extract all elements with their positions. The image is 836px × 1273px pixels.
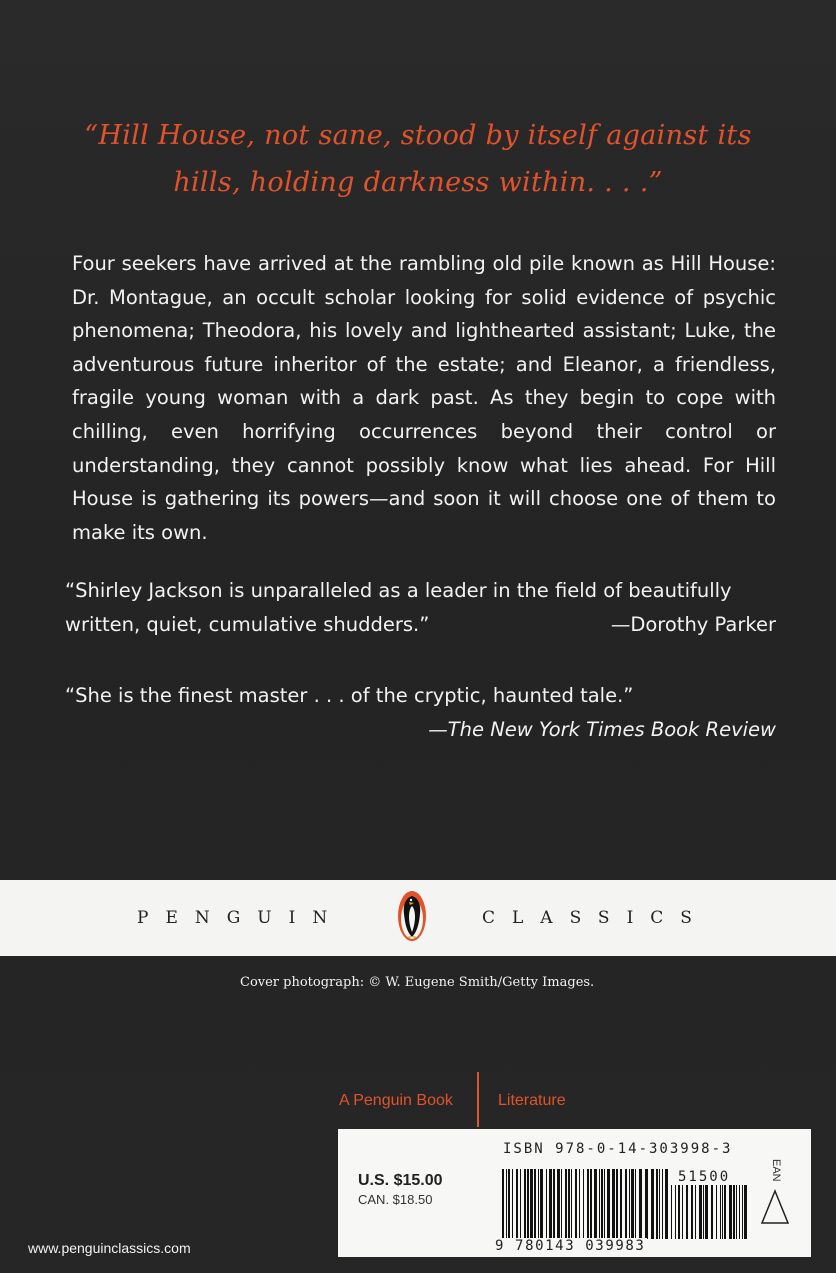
barcode-bar: [645, 1169, 648, 1239]
review-quote-nyt: [65, 679, 776, 746]
barcode-bar: [742, 1185, 743, 1239]
barcode-bar: [671, 1185, 672, 1239]
price-us: U.S. $15.00: [358, 1172, 443, 1189]
barcode-bar: [546, 1169, 547, 1239]
ean-label: EAN: [770, 1159, 782, 1182]
barcode-bar: [534, 1169, 536, 1239]
barcode-bar: [635, 1169, 636, 1239]
barcode-bar: [583, 1169, 584, 1239]
barcode-bar: [604, 1169, 605, 1239]
barcode-bar: [744, 1185, 747, 1239]
barcode-bar: [549, 1169, 552, 1239]
quote-attribution: [65, 713, 776, 747]
band-word-classics: CLASSICS: [482, 908, 709, 928]
band-word-penguin: PENGUIN: [137, 908, 345, 928]
barcode-bar: [705, 1185, 708, 1239]
barcode-bar: [625, 1169, 627, 1239]
barcode-bar: [575, 1169, 577, 1239]
barcode-bar: [720, 1185, 721, 1239]
isbn-number: ISBN 978-0-14-303998-3: [503, 1141, 733, 1157]
barcode-bar: [587, 1169, 589, 1239]
barcode-panel: [338, 1129, 811, 1257]
review-quote-parker: [65, 574, 776, 641]
barcode-bar: [520, 1169, 521, 1239]
quote-text: “Shirley Jackson is unparalleled as a leader in the field of beautifully written, quiet, cumulative shudders.”: [65, 579, 732, 636]
barcode-bar: [553, 1169, 555, 1239]
barcode-bar: [620, 1169, 622, 1239]
website-url: www.penguinclassics.com: [28, 1240, 191, 1256]
barcode-bar: [538, 1169, 539, 1239]
barcode-bar: [561, 1169, 562, 1239]
barcode-bar: [639, 1169, 642, 1239]
barcode-bar: [512, 1169, 513, 1239]
barcode-bar: [590, 1169, 592, 1239]
barcode-bar: [739, 1185, 740, 1239]
quote-attribution: —Dorothy Parker: [610, 612, 776, 636]
barcode-bar: [502, 1169, 504, 1239]
barcode-bar: [565, 1169, 567, 1239]
barcode-bar: [733, 1185, 735, 1239]
barcode-bar: [724, 1185, 726, 1239]
epigraph-quote: “Hill House, not sane, stood by itself against its hills, holding darkness within. . . .”: [84, 120, 752, 198]
barcode-bar: [616, 1169, 618, 1239]
barcode-bar: [711, 1185, 713, 1239]
barcode-bar: [682, 1185, 683, 1239]
barcode-bar: [612, 1169, 615, 1239]
penguin-logo-icon: [397, 890, 427, 942]
barcode-bar: [607, 1169, 610, 1239]
barcode-bar: [527, 1169, 529, 1239]
barcode-bar: [729, 1185, 732, 1239]
barcode-bar: [557, 1169, 560, 1239]
barcode-bar: [656, 1169, 658, 1239]
barcode-bar: [599, 1169, 600, 1239]
quote-text: “She is the finest master . . . of the cryptic, haunted tale.”: [65, 684, 634, 707]
attribution-dash: —: [428, 717, 448, 741]
barcode-bar: [579, 1169, 580, 1239]
barcode-bar: [524, 1169, 526, 1239]
barcode-bar: [722, 1185, 723, 1239]
barcode-bar: [665, 1169, 668, 1239]
barcode-bar: [508, 1169, 510, 1239]
barcode-bar: [675, 1185, 676, 1239]
barcode-bar: [678, 1185, 680, 1239]
price-can: CAN. $18.50: [358, 1192, 433, 1207]
barcode-bar: [631, 1169, 634, 1239]
barcode-bar: [691, 1185, 693, 1239]
barcode-bar: [716, 1185, 717, 1239]
publisher-label: A Penguin Book: [339, 1092, 453, 1109]
triangle-icon: [760, 1189, 790, 1225]
barcode-bar: [736, 1185, 737, 1239]
barcode-bar: [686, 1185, 688, 1239]
barcode-bar: [695, 1185, 696, 1239]
barcode-bar: [659, 1169, 660, 1239]
barcode-bar: [594, 1169, 597, 1239]
barcode-bar: [629, 1169, 630, 1239]
barcode-bar: [506, 1169, 507, 1239]
barcode-bar: [651, 1169, 654, 1239]
barcode-bar: [530, 1169, 533, 1239]
publisher-divider: [477, 1072, 479, 1127]
barcode-bar: [699, 1185, 702, 1239]
book-blurb: Four seekers have arrived at the rambling old pile known as Hill House: Dr. Montague, an occult scholar looking for solid evidence of psychic phenomena; Theodora, his lovely and lighthearted assistant; Luke, the adventurous future inheritor of the estate; and Eleanor, a friendless, fragile young woman with a dark past. As they begin to cope with chilling, even horrifying occurrences beyond their control or understanding, they cannot possibly know what lies ahead. For Hill House is gathering its powers—and soon it will choose one of them to make its own.: [72, 252, 776, 544]
barcode-bar: [568, 1169, 570, 1239]
barcode-bar: [662, 1169, 663, 1239]
barcode-bar: [516, 1169, 518, 1239]
cover-photo-credit: Cover photograph: © W. Eugene Smith/Getty Images.: [240, 975, 595, 990]
attribution-source: The New York Times Book Review: [447, 717, 776, 741]
price-addon-digits: 51500: [678, 1169, 731, 1185]
barcode-bar: [571, 1169, 572, 1239]
barcode-bar: [703, 1185, 704, 1239]
barcode-bar: [540, 1169, 543, 1239]
genre-label: Literature: [498, 1092, 566, 1109]
ean-digits: 9 780143 039983: [495, 1238, 646, 1254]
barcode-bar: [601, 1169, 603, 1239]
penguin-classics-band: [0, 880, 836, 956]
